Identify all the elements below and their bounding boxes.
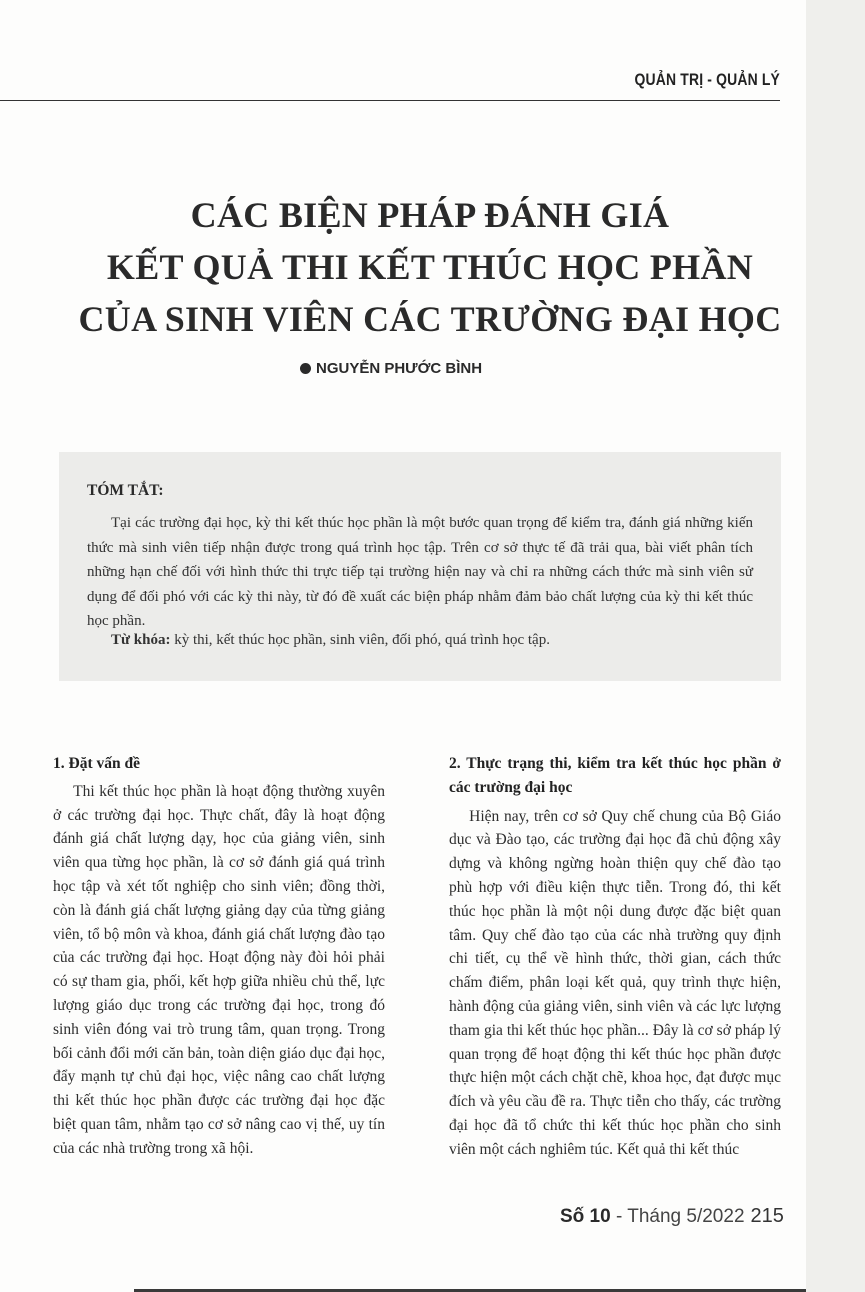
abstract-heading: TÓM TẮT: xyxy=(87,482,164,499)
page-footer xyxy=(560,1205,784,1228)
page-number: 215 xyxy=(750,1205,784,1227)
section-1-body: Thi kết thúc học phần là hoạt động thường xuyên ở các trường đại học. Thực chất, đây là hoạt động đánh giá chất lượng dạy, học của giảng viên, sinh viên qua từng học phần, là cơ sở đánh giá quá trình học tập và xét tốt nghiệp cho sinh viên; đồng thời, còn là đánh giá chất lượng giảng dạy của từng giảng viên, tổ bộ môn và khoa, đánh giá chất lượng đào tạo của các trường đại học. Hoạt động này đòi hỏi phải có sự tham gia, phối, kết hợp giữa nhiều chủ thể, lực lượng giáo dục trong các trường đại học, trong đó sinh viên đóng vai trò trung tâm, quan trọng. Trong bối cảnh đổi mới căn bản, toàn diện giáo dục đại học, đẩy mạnh tự chủ đại học, việc nâng cao chất lượng thi kết thúc học phần được các trường đại học đặc biệt quan tâm, nhằm tạo cơ sở nâng cao vị thế, uy tín của các nhà trường trong xã hội. xyxy=(53,782,385,1157)
section-tag: QUẢN TRỊ - QUẢN LÝ xyxy=(634,70,780,89)
author-name: NGUYỄN PHƯỚC BÌNH xyxy=(316,360,483,377)
section-2-body: Hiện nay, trên cơ sở Quy chế chung của Bộ Giáo dục và Đào tạo, các trường đại học đã chủ động xây dựng và không ngừng hoàn thiện quy chế đào tạo phù hợp với điều kiện thực tiễn. Trong đó, thi kết thúc học phần là một nội dung được đặc biệt quan tâm. Quy chế đào tạo của các nhà trường quy định chi tiết, cụ thể về hình thức, thời gian, cách thức chấm điểm, phân loại kết quả, quy trình thực hiện, hành động của giảng viên, sinh viên và các lực lượng tham gia thi kết thúc học phần... Đây là cơ sở pháp lý quan trọng để hoạt động thi kết thúc học phần được thực hiện một cách chặt chẽ, khoa học, đạt được mục đích và yêu cầu đề ra. Thực tiễn cho thấy, các trường đại học đã tổ chức thi kết thúc học phần cho sinh viên một cách nghiêm túc. Kết quả thi kết thúc xyxy=(449,807,781,1158)
article-title xyxy=(40,189,820,345)
header-divider xyxy=(0,100,780,101)
title-line-2: KẾT QUẢ THI KẾT THÚC HỌC PHẦN xyxy=(106,247,754,288)
bullet-icon xyxy=(300,363,311,374)
abstract-box xyxy=(59,452,781,681)
title-line-3: CỦA SINH VIÊN CÁC TRƯỜNG ĐẠI HỌC xyxy=(78,299,782,340)
author-byline xyxy=(300,360,560,377)
keywords xyxy=(87,628,753,652)
issue-date: - Tháng 5/2022 xyxy=(610,1206,745,1227)
column-left xyxy=(53,752,385,1161)
abstract-body: Tại các trường đại học, kỳ thi kết thúc học phần là một bước quan trọng để kiểm tra, đánh giá những kiến thức mà sinh viên tiếp nhận được trong quá trình học tập. Trên cơ sở thực tế đã trải qua, bài viết phân tích những hạn chế đối với hình thức thi trực tiếp tại trường hiện nay và chỉ ra những cách thức mà sinh viên sử dụng để đối phó với các kỳ thi này, từ đó đề xuất các biện pháp nhằm đảm bảo chất lượng của kỳ thi kết thúc học phần. xyxy=(87,515,753,629)
keywords-list: kỳ thi, kết thúc học phần, sinh viên, đối phó, quá trình học tập. xyxy=(170,632,550,648)
section-2-heading: 2. Thực trạng thi, kiểm tra kết thúc học phần ở các trường đại học xyxy=(449,755,781,796)
title-line-1: CÁC BIỆN PHÁP ĐÁNH GIÁ xyxy=(190,195,670,236)
issue-number: Số 10 xyxy=(560,1206,611,1227)
keywords-label: Từ khóa: xyxy=(111,632,171,648)
column-right xyxy=(449,752,781,1162)
section-1-heading: 1. Đặt vấn đề xyxy=(53,755,140,772)
